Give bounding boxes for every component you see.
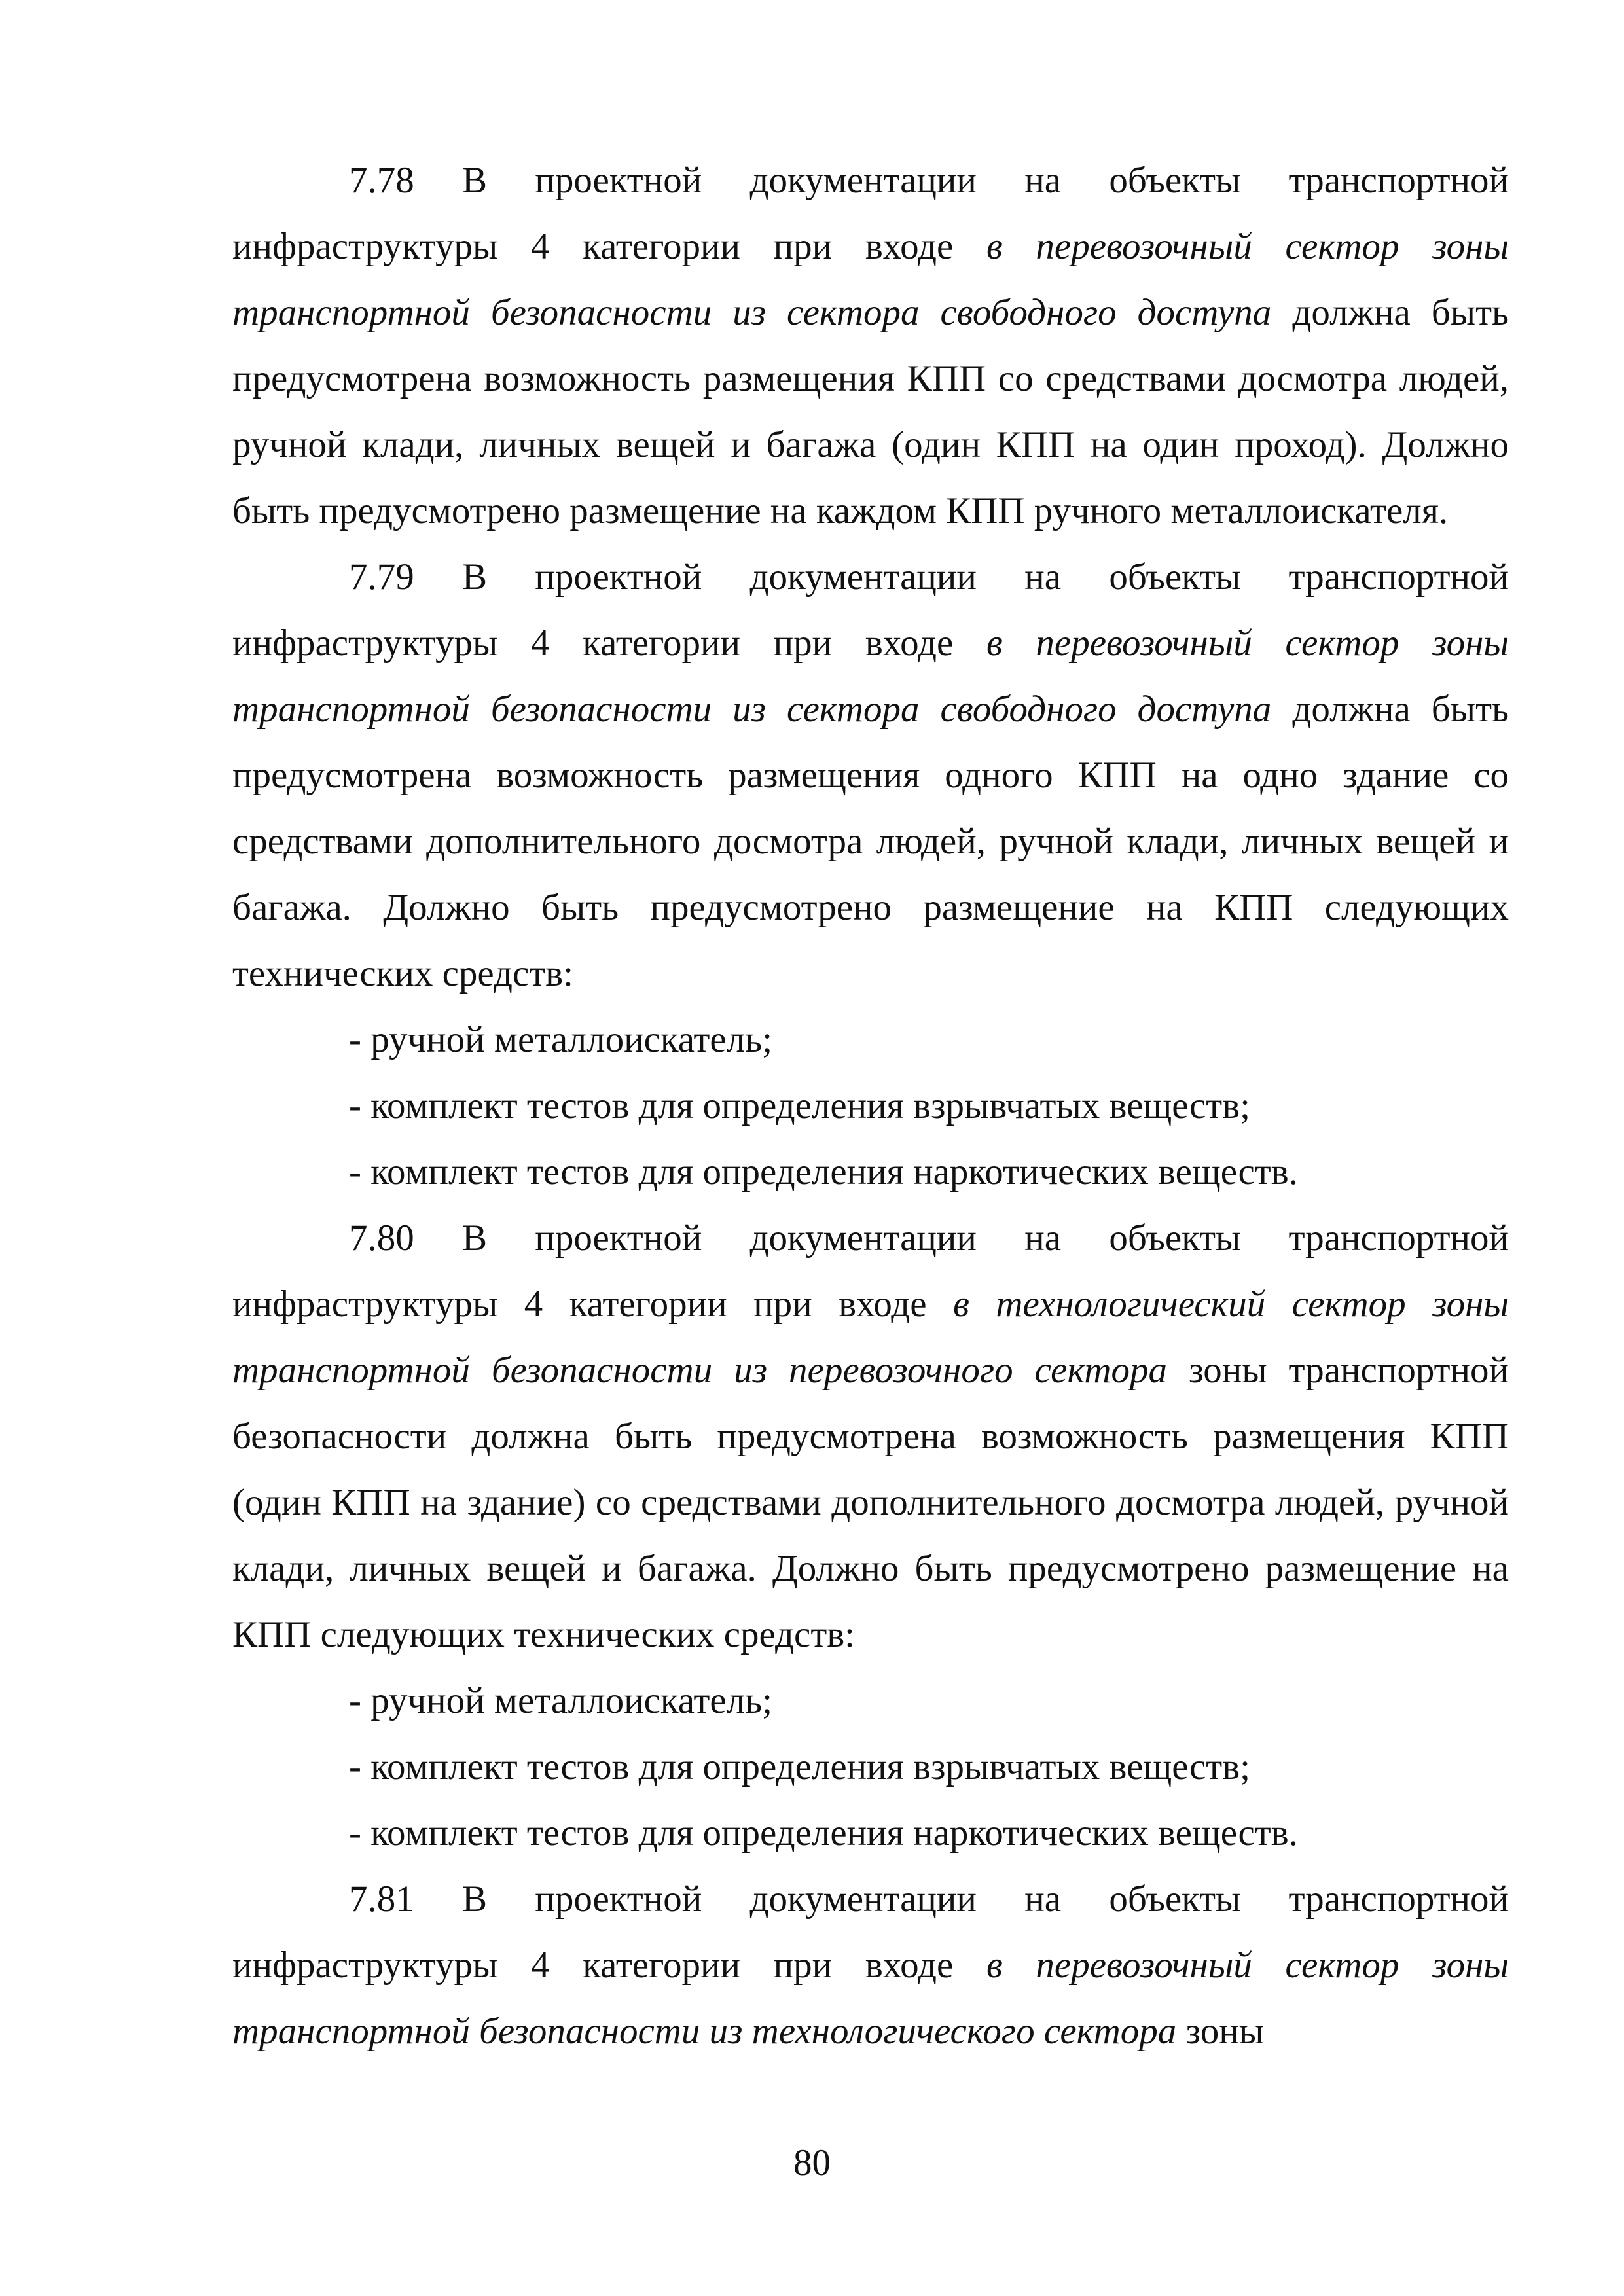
clause-italic-text: в перевозочный сектор зоны транспортной безопасности из технологического сектора bbox=[232, 1945, 1509, 2052]
paragraph-7-81 bbox=[232, 1866, 1509, 2064]
document-body bbox=[232, 147, 1509, 2064]
clause-italic-text: в перевозочный сектор зоны транспортной безопасности из сектора свободного доступа bbox=[232, 622, 1509, 730]
clause-rest-text: зоны bbox=[1185, 2011, 1264, 2052]
paragraph-7-78 bbox=[232, 147, 1509, 544]
list-item: - комплект тестов для определения взрывчатых веществ; bbox=[349, 1746, 1250, 1787]
clause-lead-text: В проектной документации на объекты транспортной инфраструктуры 4 категории при входе bbox=[232, 556, 1509, 664]
list-item: - комплект тестов для определения взрывчатых веществ; bbox=[349, 1085, 1250, 1126]
paragraph-7-80 bbox=[232, 1205, 1509, 1668]
list-item: - комплект тестов для определения наркотических веществ. bbox=[349, 1151, 1298, 1193]
clause-number: 7.81 bbox=[349, 1878, 414, 1920]
clause-lead-text: В проектной документации на объекты транспортной инфраструктуры 4 категории при входе bbox=[232, 1878, 1509, 1986]
clause-rest-text: зоны транспортной безопасности должна быть предусмотрена возможность размещения КПП (один КПП на здание) со средствами дополнительного досмотра людей, ручной клади, личных вещей и багажа. Должно быть предусмотрено размещение на КПП следующих технических средств: bbox=[232, 1350, 1509, 1655]
clause-number: 7.80 bbox=[349, 1217, 414, 1259]
clause-italic-text: в технологический сектор зоны транспортной безопасности из перевозочного сектора bbox=[232, 1283, 1509, 1391]
page-number: 80 bbox=[793, 2142, 831, 2183]
clause-italic-text: в перевозочный сектор зоны транспортной безопасности из сектора свободного доступа bbox=[232, 226, 1509, 333]
list-item: - ручной металлоискатель; bbox=[349, 1680, 773, 1721]
clause-number: 7.79 bbox=[349, 556, 414, 598]
list-item: - ручной металлоискатель; bbox=[349, 1019, 773, 1060]
clause-lead-text: В проектной документации на объекты транспортной инфраструктуры 4 категории при входе bbox=[232, 1217, 1509, 1325]
clause-lead-text: В проектной документации на объекты транспортной инфраструктуры 4 категории при входе bbox=[232, 160, 1509, 267]
clause-rest-text: должна быть предусмотрена возможность размещения КПП со средствами досмотра людей, ручной клади, личных вещей и багажа (один КПП на один проход). Должно быть предусмотрено размещение на каждом КПП ручного металлоискателя. bbox=[232, 292, 1509, 531]
paragraph-7-79 bbox=[232, 544, 1509, 1007]
clause-rest-text: должна быть предусмотрена возможность размещения одного КПП на одно здание со средствами дополнительного досмотра людей, ручной клади, личных вещей и багажа. Должно быть предусмотрено размещение на КПП следующих технических средств: bbox=[232, 689, 1509, 994]
list-item: - комплект тестов для определения наркотических веществ. bbox=[349, 1812, 1298, 1854]
clause-number: 7.78 bbox=[349, 160, 414, 201]
